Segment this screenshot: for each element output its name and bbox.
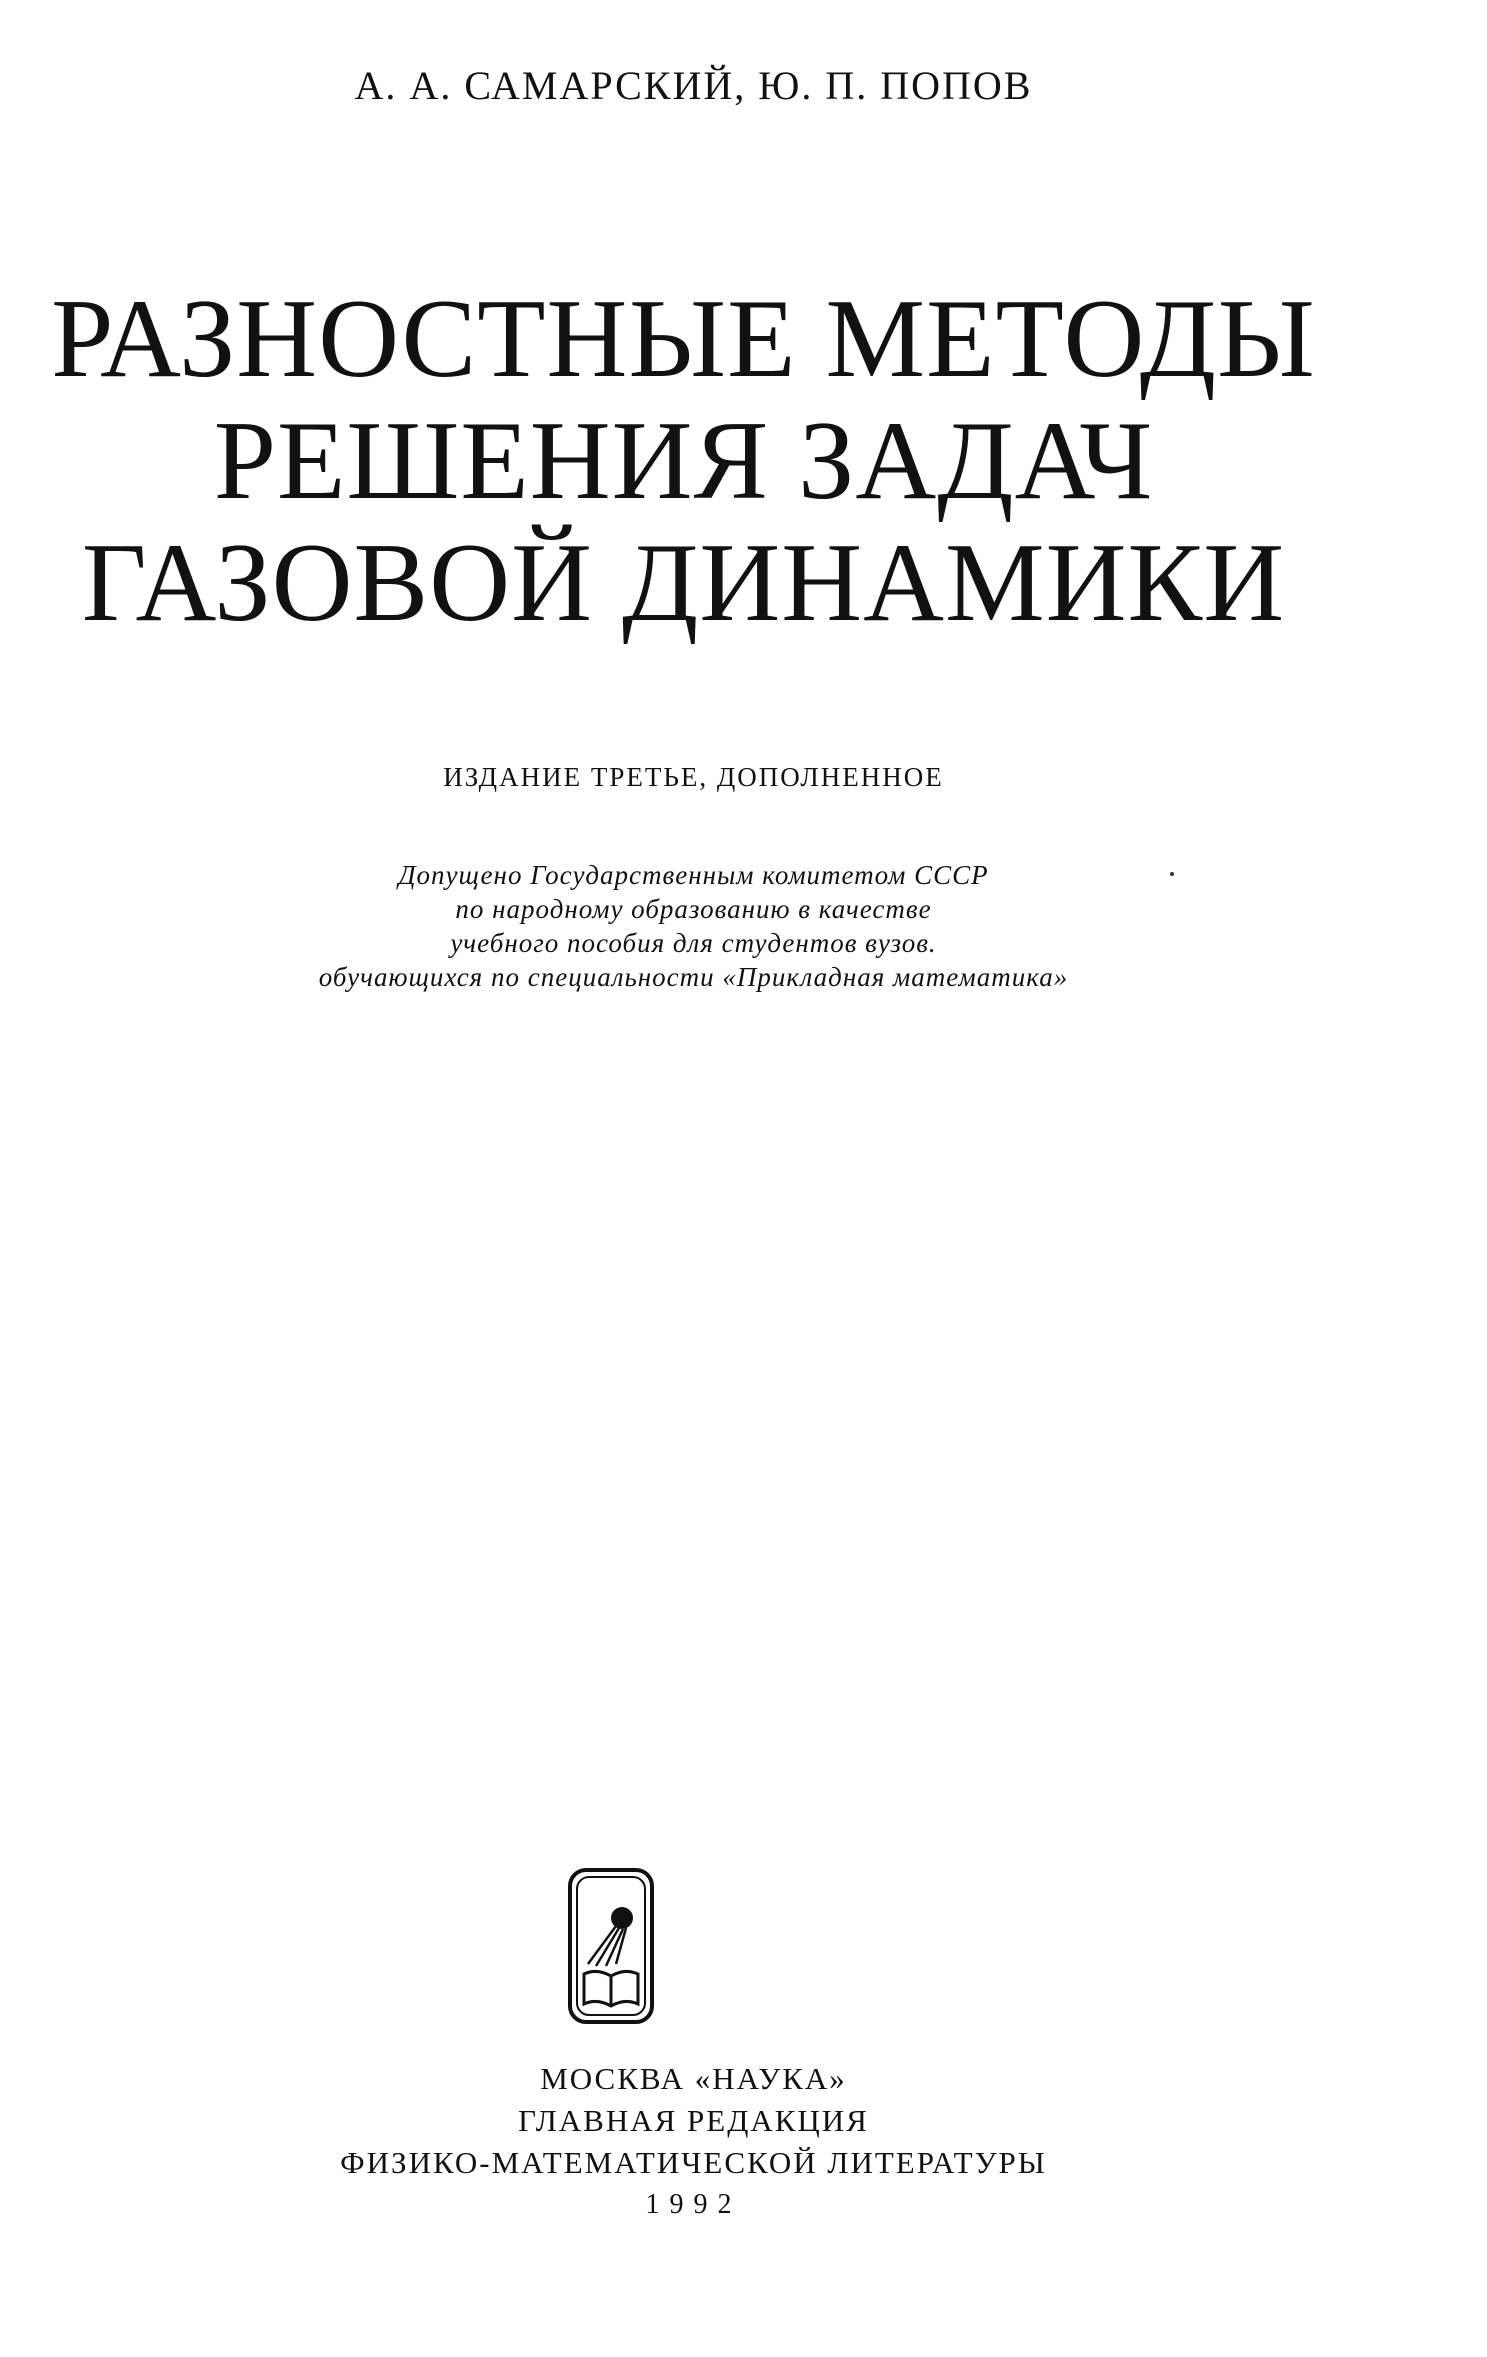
nauka-publisher-logo-icon — [566, 1866, 656, 2026]
authors: А. А. САМАРСКИЙ, Ю. П. ПОПОВ — [354, 63, 1033, 108]
approval-line-3: учебного пособия для студентов вузов. — [450, 928, 937, 958]
book-title-line-3: ГАЗОВОЙ ДИНАМИКИ — [81, 521, 1286, 645]
approval-line-4: обучающихся по специальности «Прикладная математика» — [318, 962, 1069, 992]
publisher-block — [0, 2058, 1487, 2226]
approval-line-1: Допущено Государственным комитетом СССР — [398, 860, 989, 890]
book-title — [0, 278, 1487, 644]
approval-note — [0, 858, 1487, 994]
publisher-city-name: МОСКВА «НАУКА» — [540, 2061, 847, 2096]
edition-note: ИЗДАНИЕ ТРЕТЬЕ, ДОПОЛНЕННОЕ — [443, 762, 944, 792]
publisher-division: ГЛАВНАЯ РЕДАКЦИЯ — [518, 2103, 869, 2138]
publisher-division-subject: ФИЗИКО-МАТЕМАТИЧЕСКОЙ ЛИТЕРАТУРЫ — [340, 2145, 1047, 2180]
approval-line-2: по народному образованию в качестве — [455, 894, 932, 924]
book-title-line-1: РАЗНОСТНЫЕ МЕТОДЫ — [51, 277, 1316, 401]
publication-year: 1992 — [645, 2189, 742, 2220]
speck-mark — [1170, 872, 1174, 876]
book-title-line-2: РЕШЕНИЯ ЗАДАЧ — [213, 399, 1154, 523]
